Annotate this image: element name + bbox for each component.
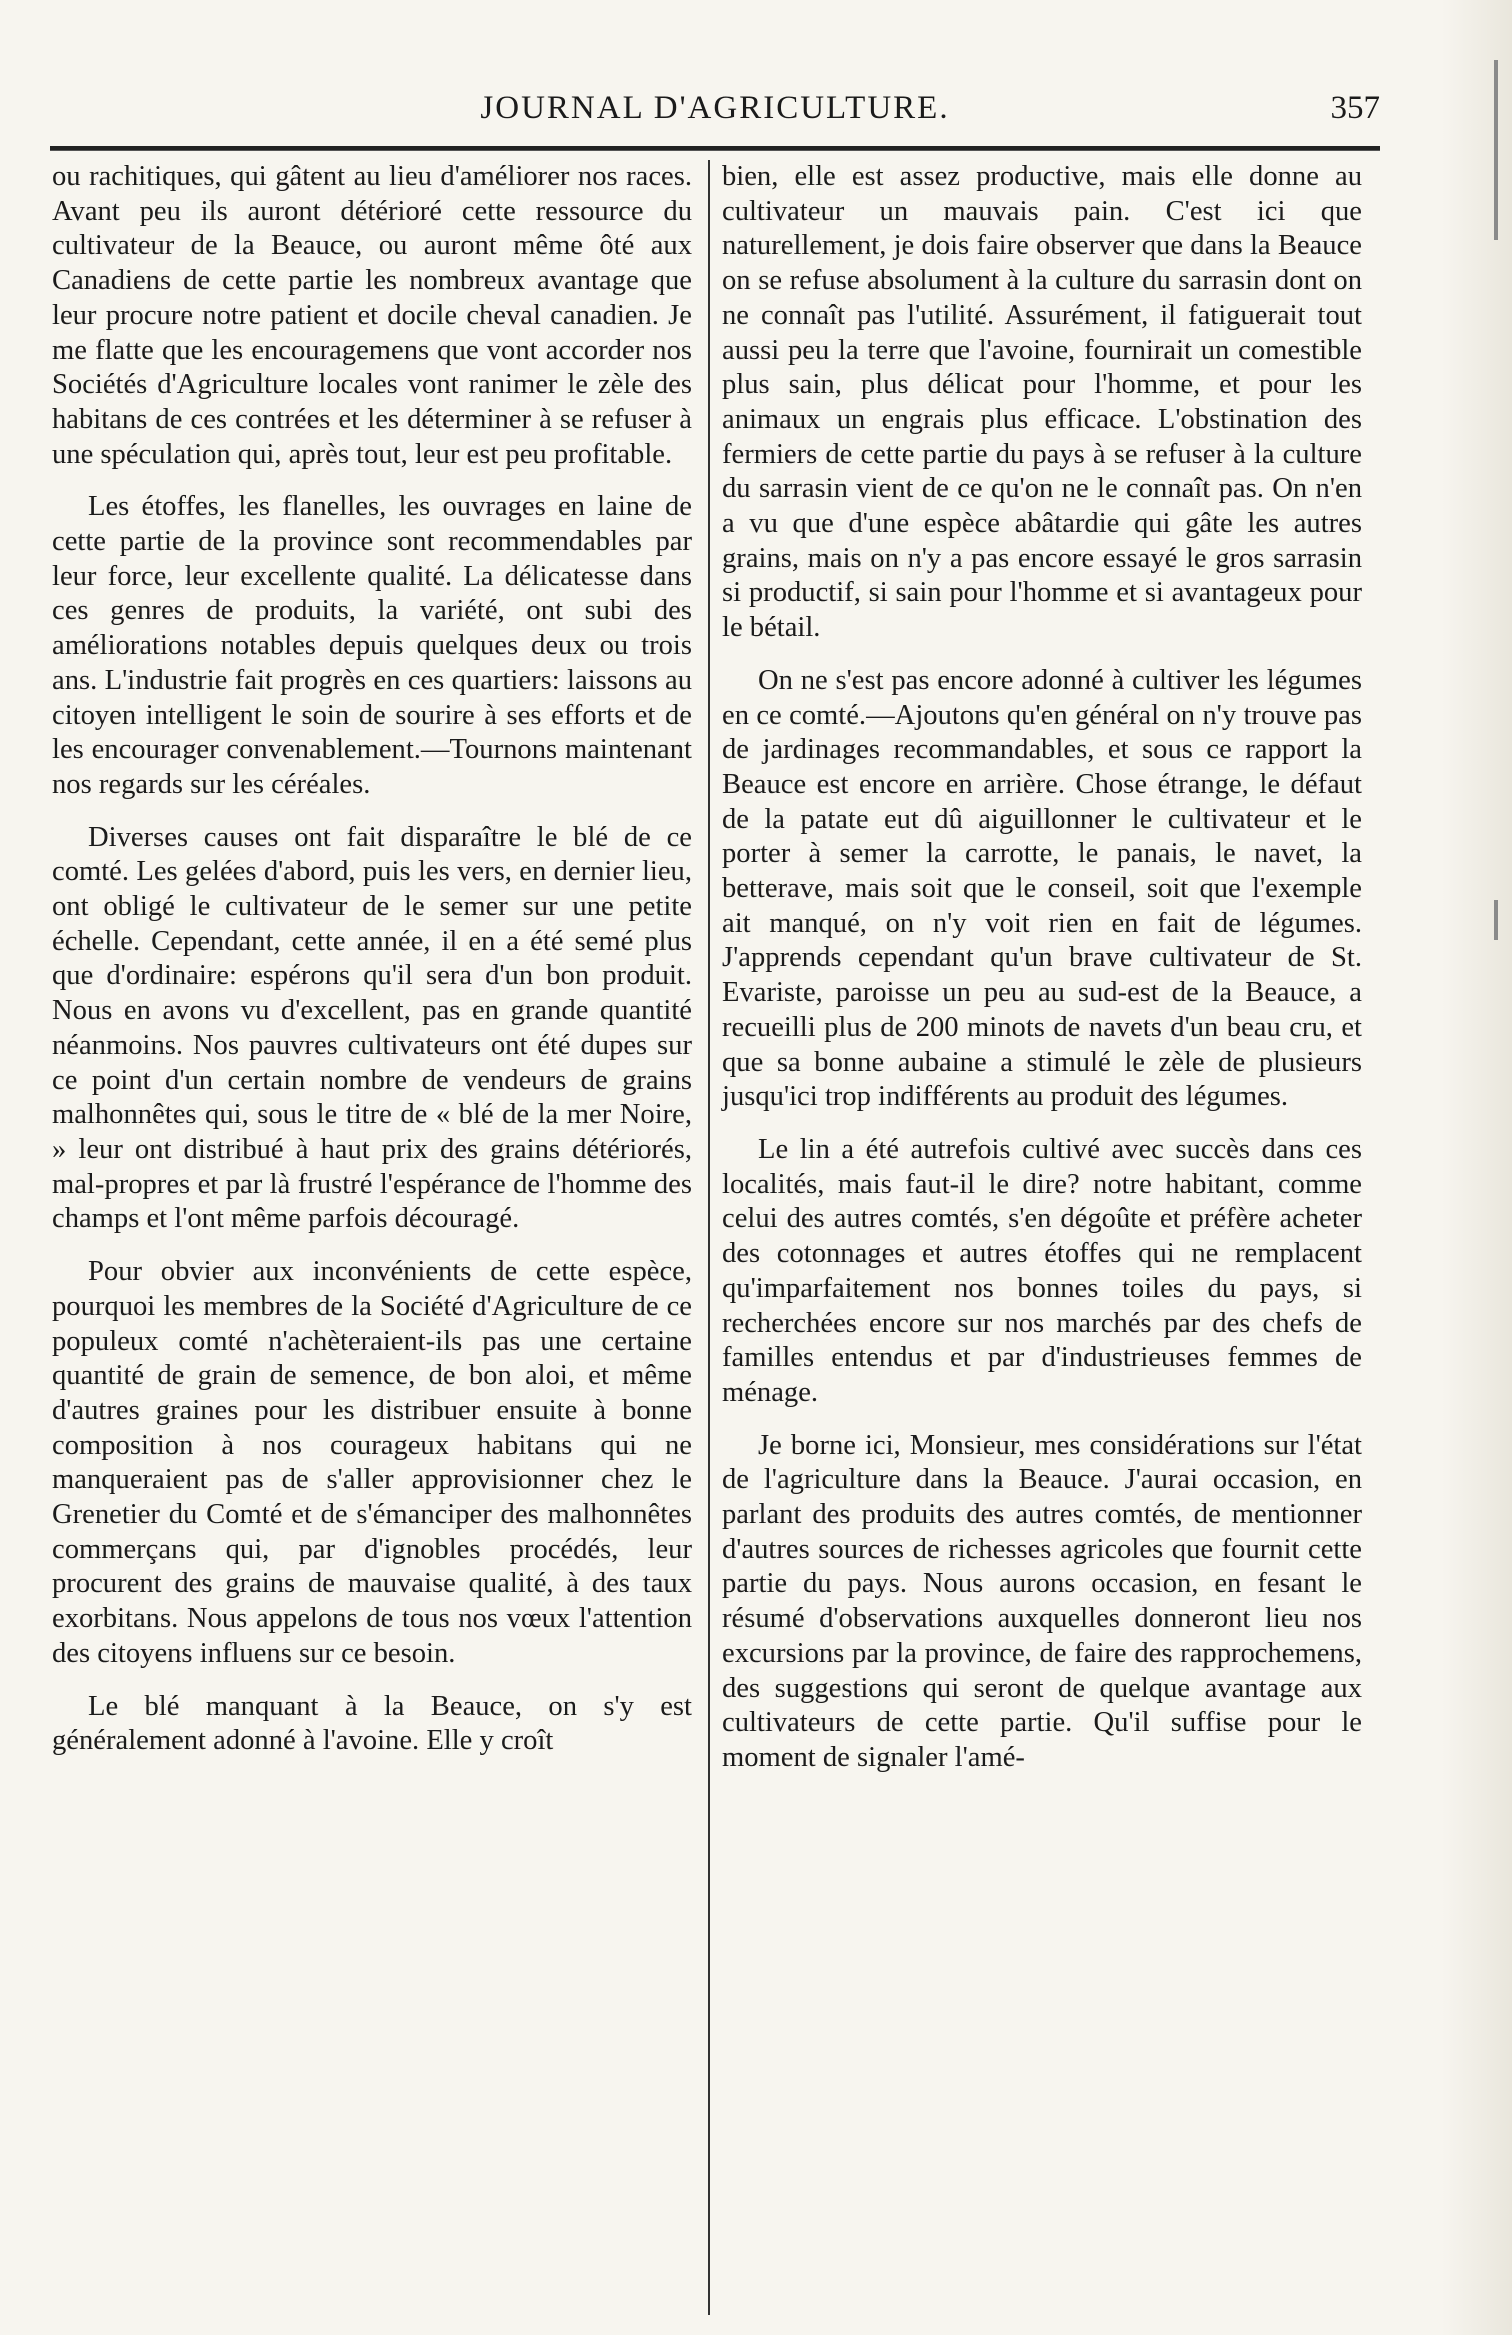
column-divider xyxy=(708,160,710,2315)
paragraph: Les étoffes, les flanelles, les ouvrages en laine de cette partie de la province sont recommendables par leur force, leur excellente qualité. La délicatesse dans ces genres de produits, la variété, ont subi des améliorations notables depuis quelques deux ou trois ans. L'industrie fait progrès en ces quartiers: laissons au citoyen intelligent le soin de sourire à ses efforts et de les encourager convenablement.—Tournons maintenant nos regards sur les céréales. xyxy=(52,491,692,800)
paragraph: Diverses causes ont fait disparaître le blé de ce comté. Les gelées d'abord, puis les vers, en dernier lieu, ont obligé le cultivateur de le semer sur une petite échelle. Cependant, cette année, il en a été semé plus que d'ordinaire: espérons qu'il sera d'un bon produit. Nous en avons vu d'excellent, pas en grande quantité néanmoins. Nos pauvres cultivateurs ont été dupes sur ce point d'un certain nombre de vendeurs de grains malhonnêtes qui, sous le titre de « blé de la mer Noire, » leur ont distribué à haut prix des grains détériorés, mal-propres et par là frustré l'espérance de l'homme des champs et l'ont même parfois découragé. xyxy=(52,821,692,1235)
paragraph: Le lin a été autrefois cultivé avec succès dans ces localités, mais faut-il le dire? notre habitant, comme celui des autres comtés, s'en dégoûte et préfère acheter des cotonnages et autres étoffes qui ne remplacent qu'imparfaitement nos bonnes toiles du pays, si recherchées encore sur nos marchés par des chefs de familles entendus et par d'industrieuses femmes de ménage. xyxy=(722,1133,1362,1408)
paragraph: Le blé manquant à la Beauce, on s'y est généralement adonné à l'avoine. Elle y croît xyxy=(52,1690,692,1757)
scan-edge xyxy=(1442,0,1512,2335)
page-header xyxy=(50,90,1380,140)
paragraph: On ne s'est pas encore adonné à cultiver les légumes en ce comté.—Ajoutons qu'en général on n'y trouve pas de jardinages recommandables, et sous ce rapport la Beauce est encore en arrière. Chose étrange, le défaut de la patate eut dû aiguillonner le cultivateur et le porter à semer la carrotte, le panais, le navet, la betterave, mais soit que le conseil, soit que l'exemple ait manqué, on n'y voit rien en fait de légumes. J'apprends cependant qu'un brave cultivateur de St. Evariste, paroisse un peu au sud-est de la Beauce, a recueilli plus de 200 minots de navets d'un beau cru, et que sa bonne aubaine a stimulé le zèle de plusieurs jusqu'ici trop indifférents au produit des légumes. xyxy=(722,664,1362,1113)
header-rule xyxy=(50,146,1380,151)
running-title: JOURNAL D'AGRICULTURE. xyxy=(480,90,950,126)
paragraph: Je borne ici, Monsieur, mes considérations sur l'état de l'agriculture dans la Beauce. J'aurai occasion, en parlant des produits des autres comtés, de mentionner d'autres sources de richesses agricoles que fournit cette partie du pays. Nous aurons occasion, en fesant le résumé d'observations auxquelles donneront lieu nos excursions par la province, de faire des rapprochemens, des suggestions qui seront de quelque avantage aux cultivateurs de cette partie. Qu'il suffise pour le moment de signaler l'amé- xyxy=(722,1429,1362,1773)
scan-mark xyxy=(1494,60,1498,240)
paragraph: bien, elle est assez productive, mais elle donne au cultivateur un mauvais pain. C'est ici que naturellement, je dois faire observer que dans la Beauce on se refuse absolument à la culture du sarrasin dont on ne connaît pas l'utilité. Assurément, il fatiguerait tout aussi peu la terre que l'avoine, fournirait un comestible plus sain, plus délicat pour l'homme, et pour les animaux un engrais plus efficace. L'obstination des fermiers de cette partie du pays à se refuser à la culture du sarrasin vient de ce qu'on ne le connaît pas. On n'en a vu que d'une espèce abâtardie qui gâte les autres grains, mais on n'y a pas encore essayé le gros sarrasin si productif, si sain pour l'homme et si avantageux pour le bétail. xyxy=(722,161,1362,644)
scan-mark xyxy=(1494,900,1498,940)
paragraph: Pour obvier aux inconvénients de cette espèce, pourquoi les membres de la Société d'Agriculture de ce populeux comté n'achèteraient-ils pas une certaine quantité de grain de semence, de bon aloi, et même d'autres graines pour les distribuer ensuite à bonne composition à nos courageux habitans qui ne manqueraient pas de s'aller approvisionner chez le Grenetier du Comté et de s'émanciper des malhonnêtes commerçans qui, par d'ignobles procédés, leur procurent des grains de mauvaise qualité, à des taux exorbitans. Nous appelons de tous nos vœux l'attention des citoyens influens sur ce besoin. xyxy=(52,1256,692,1669)
right-column xyxy=(722,160,1362,1794)
page-number: 357 xyxy=(1330,90,1380,126)
left-column xyxy=(52,160,692,1777)
paragraph: ou rachitiques, qui gâtent au lieu d'améliorer nos races. Avant peu ils auront détérioré cette ressource du cultivateur de la Beauce, ou auront même ôté aux Canadiens de cette partie les nombreux avantage que leur procure notre patient et docile cheval canadien. Je me flatte que les encouragemens que vont accorder nos Sociétés d'Agriculture locales vont ranimer le zèle des habitans de ces contrées et les déterminer à se refuser à une spéculation qui, après tout, leur est peu profitable. xyxy=(52,161,692,470)
